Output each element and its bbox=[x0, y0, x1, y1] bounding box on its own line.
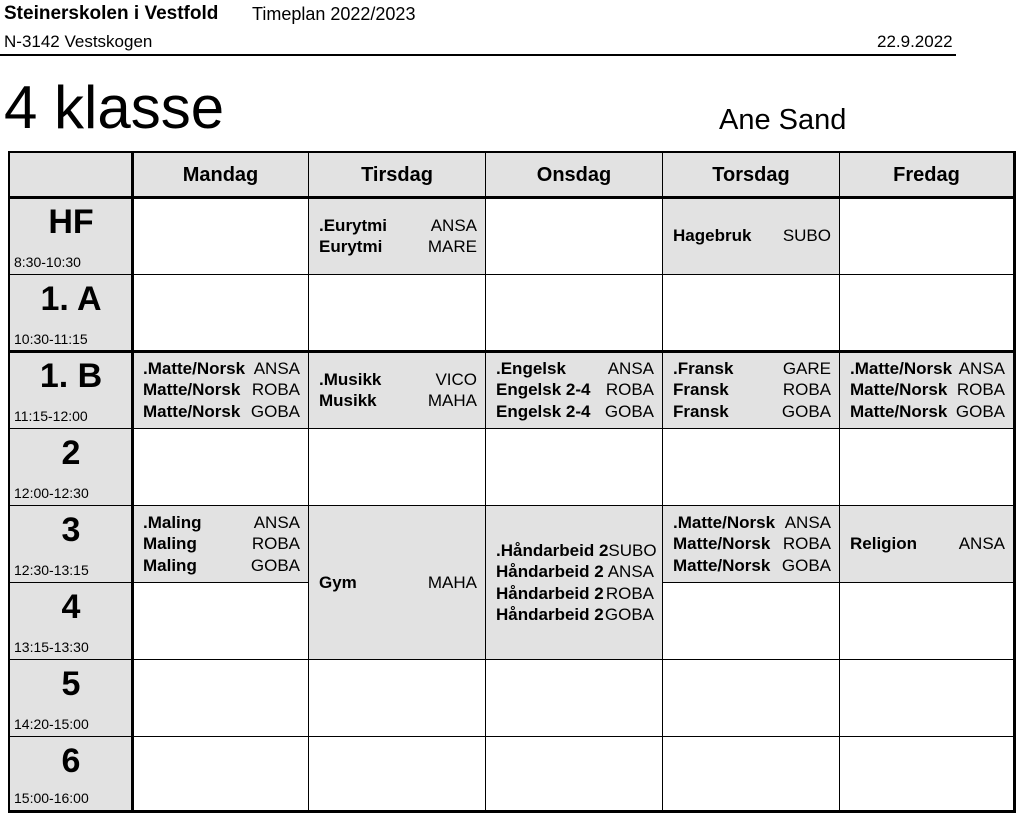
slot-name: 5 bbox=[61, 665, 81, 703]
section-divider bbox=[10, 350, 1014, 353]
lesson-block bbox=[309, 352, 486, 429]
empty-cell bbox=[840, 429, 1014, 506]
corner-cell bbox=[10, 153, 133, 198]
slot-time: 10:30-11:15 bbox=[14, 331, 88, 347]
lesson-teacher: GOBA bbox=[781, 555, 831, 575]
lesson-block bbox=[663, 506, 840, 583]
lesson-entry bbox=[496, 379, 654, 401]
empty-cell bbox=[133, 198, 309, 275]
lesson-list bbox=[496, 506, 657, 659]
lesson-subject: Matte/Norsk bbox=[850, 401, 948, 421]
day-header-tirsdag: Tirsdag bbox=[309, 153, 486, 198]
lesson-block bbox=[663, 352, 840, 429]
slot-label bbox=[10, 583, 133, 660]
slot-label bbox=[10, 429, 133, 506]
lesson-teacher: MAHA bbox=[427, 391, 477, 410]
lesson-block bbox=[840, 506, 1014, 583]
empty-cell bbox=[486, 275, 663, 352]
empty-cell bbox=[133, 275, 309, 352]
lesson-teacher: ROBA bbox=[605, 380, 654, 400]
lesson-subject: Matte/Norsk bbox=[143, 380, 241, 400]
lesson-entry bbox=[143, 555, 300, 577]
lesson-entry bbox=[673, 533, 831, 555]
lesson-subject: Religion bbox=[850, 534, 918, 554]
lesson-entry bbox=[673, 401, 831, 423]
lesson-teacher: ANSA bbox=[607, 358, 654, 378]
lesson-entry bbox=[496, 583, 654, 605]
lesson-subject: Engelsk 2-4 bbox=[496, 380, 591, 400]
empty-cell bbox=[309, 737, 486, 811]
lesson-subject: .Matte/Norsk bbox=[850, 358, 953, 378]
lesson-list bbox=[673, 198, 831, 274]
lesson-entry bbox=[496, 540, 657, 562]
lesson-entry bbox=[850, 379, 1005, 401]
empty-cell bbox=[663, 737, 840, 811]
empty-cell bbox=[840, 660, 1014, 737]
lesson-subject: Matte/Norsk bbox=[850, 380, 948, 400]
lesson-teacher: ANSA bbox=[958, 534, 1005, 554]
slot-time: 13:15-13:30 bbox=[14, 639, 89, 655]
lesson-entry bbox=[673, 555, 831, 577]
lesson-entry bbox=[319, 390, 477, 412]
school-address: N-3142 Vestskogen bbox=[4, 32, 153, 51]
lesson-list bbox=[143, 352, 300, 428]
lesson-subject: Maling bbox=[143, 555, 197, 575]
lesson-subject: .Matte/Norsk bbox=[143, 358, 246, 378]
lesson-entry bbox=[319, 236, 477, 258]
lesson-subject: Gym bbox=[319, 572, 357, 592]
lesson-entry bbox=[496, 401, 654, 423]
lesson-list bbox=[850, 352, 1005, 428]
lesson-teacher: ANSA bbox=[430, 215, 477, 235]
lesson-list bbox=[850, 506, 1005, 582]
lesson-subject: .Eurytmi bbox=[319, 215, 388, 235]
lesson-subject: Eurytmi bbox=[319, 237, 383, 256]
slot-name: 1. A bbox=[40, 280, 102, 318]
lesson-teacher: ANSA bbox=[784, 512, 831, 532]
slot-label bbox=[10, 506, 133, 583]
lesson-entry bbox=[319, 572, 477, 594]
lesson-subject: .Matte/Norsk bbox=[673, 512, 776, 532]
lesson-teacher: GOBA bbox=[955, 401, 1005, 421]
lesson-entry bbox=[496, 358, 654, 380]
lesson-teacher: ANSA bbox=[958, 358, 1005, 378]
lesson-subject: Musikk bbox=[319, 391, 377, 410]
lesson-block bbox=[133, 506, 309, 583]
lesson-entry bbox=[143, 379, 300, 401]
lesson-entry bbox=[850, 401, 1005, 423]
lesson-teacher: GOBA bbox=[250, 401, 300, 421]
slot-name: 6 bbox=[61, 742, 81, 780]
lesson-entry bbox=[143, 512, 300, 534]
lesson-teacher: ROBA bbox=[782, 380, 831, 400]
section-divider bbox=[10, 196, 1014, 199]
lesson-list bbox=[319, 506, 477, 659]
lesson-subject: Håndarbeid 2 bbox=[496, 562, 604, 581]
empty-cell bbox=[486, 429, 663, 506]
slot-label bbox=[10, 352, 133, 429]
lesson-entry bbox=[143, 401, 300, 423]
slot-time: 8:30-10:30 bbox=[14, 254, 81, 270]
lesson-entry bbox=[496, 561, 654, 583]
slot-label bbox=[10, 198, 133, 275]
class-title: 4 klasse bbox=[4, 74, 225, 141]
lesson-subject: .Musikk bbox=[319, 369, 382, 389]
slot-name: 4 bbox=[61, 588, 81, 626]
lesson-subject: Matte/Norsk bbox=[673, 555, 771, 575]
day-header-torsdag: Torsdag bbox=[663, 153, 840, 198]
empty-cell bbox=[840, 737, 1014, 811]
lesson-subject: .Engelsk bbox=[496, 358, 566, 378]
print-date: 22.9.2022 bbox=[877, 32, 953, 51]
slot-time: 14:20-15:00 bbox=[14, 716, 89, 732]
slot-label bbox=[10, 275, 133, 352]
lesson-teacher: GOBA bbox=[781, 401, 831, 421]
teacher-name: Ane Sand bbox=[719, 104, 847, 136]
slot-label bbox=[10, 660, 133, 737]
lesson-teacher: ROBA bbox=[605, 583, 654, 603]
empty-cell bbox=[840, 275, 1014, 352]
empty-cell bbox=[486, 737, 663, 811]
slot-name: 1. B bbox=[39, 357, 103, 395]
empty-cell bbox=[840, 198, 1014, 275]
lesson-teacher: ANSA bbox=[253, 358, 300, 378]
lesson-subject: Matte/Norsk bbox=[143, 401, 241, 421]
lesson-teacher: ROBA bbox=[251, 380, 300, 400]
lesson-subject: .Maling bbox=[143, 512, 202, 532]
lesson-block bbox=[309, 198, 486, 275]
empty-cell bbox=[309, 429, 486, 506]
lesson-subject: Fransk bbox=[673, 401, 729, 421]
slot-time: 15:00-16:00 bbox=[14, 790, 89, 806]
lesson-entry bbox=[850, 533, 1005, 555]
slot-time: 11:15-12:00 bbox=[14, 408, 88, 424]
lesson-teacher: ANSA bbox=[253, 512, 300, 532]
lesson-teacher: ROBA bbox=[251, 534, 300, 554]
lesson-entry bbox=[143, 533, 300, 555]
label-column-divider bbox=[131, 153, 134, 811]
lesson-entry bbox=[673, 379, 831, 401]
empty-cell bbox=[663, 275, 840, 352]
slot-label bbox=[10, 737, 133, 811]
lesson-subject: Matte/Norsk bbox=[673, 534, 771, 554]
day-header-onsdag: Onsdag bbox=[486, 153, 663, 198]
day-header-mandag: Mandag bbox=[133, 153, 309, 198]
lesson-subject: Maling bbox=[143, 534, 197, 554]
lesson-teacher: ANSA bbox=[607, 562, 654, 581]
empty-cell bbox=[133, 737, 309, 811]
lesson-teacher: MAHA bbox=[427, 572, 477, 592]
plan-title: Timeplan 2022/2023 bbox=[252, 4, 416, 24]
lesson-subject: Fransk bbox=[673, 380, 729, 400]
lesson-entry bbox=[143, 358, 300, 380]
lesson-block bbox=[486, 352, 663, 429]
empty-cell bbox=[840, 583, 1014, 660]
lesson-list bbox=[496, 352, 654, 428]
empty-cell bbox=[133, 583, 309, 660]
lesson-block bbox=[840, 352, 1014, 429]
empty-cell bbox=[133, 429, 309, 506]
empty-cell bbox=[663, 583, 840, 660]
lesson-entry bbox=[673, 225, 831, 247]
lesson-teacher: SUBO bbox=[782, 226, 831, 246]
lesson-list bbox=[319, 198, 477, 274]
lesson-subject: .Håndarbeid 2 bbox=[496, 540, 609, 560]
lesson-list bbox=[143, 506, 300, 582]
lesson-list bbox=[673, 506, 831, 582]
empty-cell bbox=[309, 275, 486, 352]
slot-name: HF bbox=[48, 203, 94, 241]
lesson-teacher: SUBO bbox=[608, 540, 657, 560]
lesson-subject: Håndarbeid 2 bbox=[496, 605, 604, 624]
lesson-subject: Håndarbeid 2 bbox=[496, 583, 604, 603]
lesson-block bbox=[133, 352, 309, 429]
lesson-list bbox=[319, 352, 477, 428]
day-header-fredag: Fredag bbox=[840, 153, 1014, 198]
lesson-subject: .Fransk bbox=[673, 358, 734, 378]
timetable-grid bbox=[8, 151, 1016, 813]
lesson-entry bbox=[319, 369, 477, 391]
slot-name: 3 bbox=[61, 511, 81, 549]
empty-cell bbox=[309, 660, 486, 737]
lesson-entry bbox=[673, 512, 831, 534]
empty-cell bbox=[486, 198, 663, 275]
lesson-teacher: MARE bbox=[427, 237, 477, 256]
lesson-entry bbox=[319, 215, 477, 237]
lesson-teacher: VICO bbox=[435, 369, 477, 389]
header-rule bbox=[0, 54, 956, 56]
slot-time: 12:00-12:30 bbox=[14, 485, 89, 501]
lesson-subject: Engelsk 2-4 bbox=[496, 401, 591, 421]
lesson-teacher: ROBA bbox=[782, 534, 831, 554]
lesson-teacher: ROBA bbox=[956, 380, 1005, 400]
slot-time: 12:30-13:15 bbox=[14, 562, 89, 578]
empty-cell bbox=[486, 660, 663, 737]
lesson-teacher: GARE bbox=[782, 358, 831, 378]
lesson-subject: Hagebruk bbox=[673, 226, 752, 246]
slot-name: 2 bbox=[61, 434, 81, 472]
empty-cell bbox=[663, 429, 840, 506]
lesson-block bbox=[309, 506, 486, 660]
lesson-entry bbox=[850, 358, 1005, 380]
empty-cell bbox=[133, 660, 309, 737]
school-name: Steinerskolen i Vestfold bbox=[4, 3, 219, 24]
empty-cell bbox=[663, 660, 840, 737]
lesson-list bbox=[673, 352, 831, 428]
lesson-entry bbox=[496, 604, 654, 626]
lesson-entry bbox=[673, 358, 831, 380]
lesson-teacher: GOBA bbox=[604, 605, 654, 624]
lesson-block bbox=[663, 198, 840, 275]
lesson-teacher: GOBA bbox=[250, 555, 300, 575]
lesson-teacher: GOBA bbox=[604, 401, 654, 421]
lesson-block bbox=[486, 506, 663, 660]
